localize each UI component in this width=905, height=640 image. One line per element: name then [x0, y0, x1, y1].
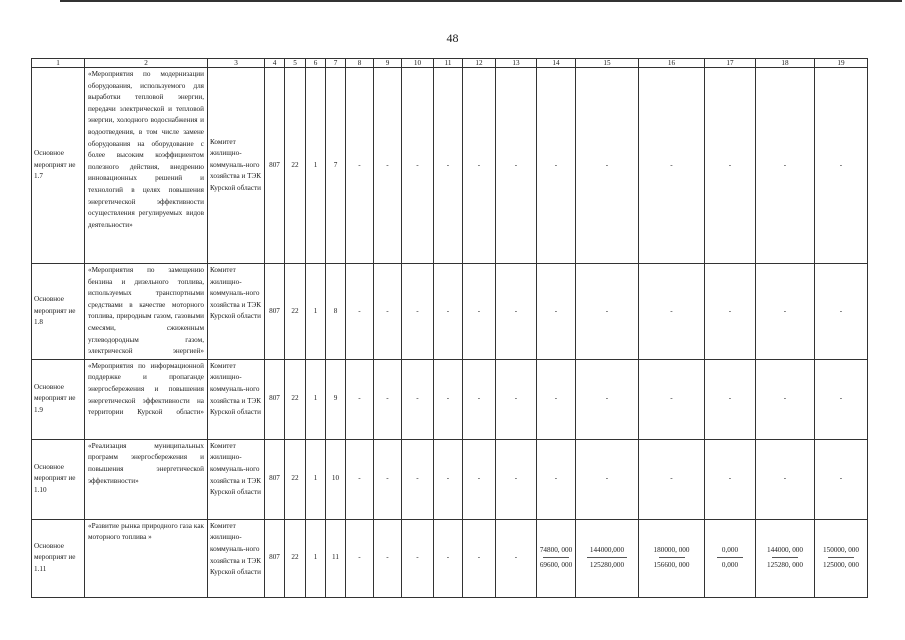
column-header: 18	[756, 59, 815, 68]
fraction	[767, 545, 803, 570]
value-cell: -	[576, 439, 639, 519]
fraction-bottom: 125280,000	[589, 560, 625, 569]
measure-name: Основное мероприят ие 1.10	[32, 439, 85, 519]
value-cell: -	[402, 264, 434, 360]
value-cell: -	[537, 68, 576, 264]
fraction-bar	[717, 557, 743, 558]
column-header: 11	[434, 59, 463, 68]
value-cell: -	[815, 68, 868, 264]
fraction-top: 180000, 000	[653, 545, 690, 554]
value-cell: -	[705, 359, 756, 439]
table-row	[32, 264, 868, 360]
column-header: 8	[346, 59, 374, 68]
value-cell: -	[402, 519, 434, 597]
value-cell: -	[705, 68, 756, 264]
measure-description: «Мероприятия по замещению бензина и дизельного топлива, используемых транспортными средствами в качестве моторного топлива, природным газом, газовыми смесями, сжиженным углеводородным газом, электрической энергией»	[85, 264, 208, 360]
value-cell: -	[639, 359, 705, 439]
value-cell: -	[463, 68, 496, 264]
code-cell: 22	[285, 264, 306, 360]
value-cell: -	[756, 359, 815, 439]
value-cell: -	[463, 264, 496, 360]
measure-description: «Мероприятия по информационной поддержке и пропаганде энергосбережения и повышения энергетической эффективности на территории Курской области»	[85, 359, 208, 439]
header-row	[32, 59, 868, 68]
value-cell: -	[576, 68, 639, 264]
value-cell: -	[463, 519, 496, 597]
value-cell: -	[537, 264, 576, 360]
code-cell: 1	[306, 439, 326, 519]
value-cell: -	[402, 359, 434, 439]
value-cell: -	[705, 264, 756, 360]
column-header: 16	[639, 59, 705, 68]
column-header: 5	[285, 59, 306, 68]
fraction-bottom: 69600, 000	[539, 560, 573, 569]
value-cell: -	[639, 68, 705, 264]
executor: Комитет жилищно-коммуналь-ного хозяйства и ТЭК Курской области	[208, 519, 265, 597]
code-cell: 1	[306, 359, 326, 439]
value-cell: -	[434, 439, 463, 519]
fraction-top: 74800, 000	[539, 545, 573, 554]
fraction-top: 144000, 000	[767, 545, 803, 554]
value-cell: -	[346, 359, 374, 439]
value-cell: -	[639, 439, 705, 519]
value-cell: -	[576, 264, 639, 360]
value-cell: -	[402, 439, 434, 519]
fraction-cell	[537, 519, 576, 597]
fraction	[540, 545, 572, 570]
column-header: 1	[32, 59, 85, 68]
value-cell: -	[496, 359, 537, 439]
value-cell: -	[434, 359, 463, 439]
column-header: 9	[374, 59, 402, 68]
value-cell: -	[346, 264, 374, 360]
executor: Комитет жилищно-коммуналь-ного хозяйства и ТЭК Курской области	[208, 439, 265, 519]
column-header: 10	[402, 59, 434, 68]
measure-name: Основное мероприят ие 1.7	[32, 68, 85, 264]
value-cell: -	[374, 359, 402, 439]
executor: Комитет жилищно-коммуналь-ного хозяйства и ТЭК Курской области	[208, 68, 265, 264]
fraction-bottom: 0,000	[721, 560, 739, 569]
fraction-top: 150000, 000	[823, 545, 859, 554]
column-header: 2	[85, 59, 208, 68]
top-rule	[60, 0, 902, 2]
code-cell: 11	[326, 519, 346, 597]
value-cell: -	[463, 359, 496, 439]
value-cell: -	[705, 439, 756, 519]
code-cell: 7	[326, 68, 346, 264]
fraction-bar	[828, 557, 854, 558]
fraction-cell	[576, 519, 639, 597]
value-cell: -	[576, 359, 639, 439]
column-header: 15	[576, 59, 639, 68]
value-cell: -	[346, 519, 374, 597]
code-cell: 1	[306, 519, 326, 597]
code-cell: 9	[326, 359, 346, 439]
value-cell: -	[815, 439, 868, 519]
fraction-cell	[639, 519, 705, 597]
value-cell: -	[756, 68, 815, 264]
value-cell: -	[756, 439, 815, 519]
value-cell: -	[463, 439, 496, 519]
value-cell: -	[537, 439, 576, 519]
fraction-bar	[587, 557, 627, 558]
fraction	[654, 545, 690, 570]
fraction-bottom: 125280, 000	[767, 560, 803, 569]
fraction	[823, 545, 859, 570]
table-row	[32, 439, 868, 519]
table-row	[32, 359, 868, 439]
fraction-cell	[756, 519, 815, 597]
measure-name: Основное мероприят ие 1.8	[32, 264, 85, 360]
page-number: 48	[446, 31, 459, 45]
measure-name: Основное мероприят ие 1.9	[32, 359, 85, 439]
fraction-bar	[772, 557, 798, 558]
column-header: 12	[463, 59, 496, 68]
value-cell: -	[756, 264, 815, 360]
column-header: 3	[208, 59, 265, 68]
value-cell: -	[537, 359, 576, 439]
column-header: 4	[265, 59, 285, 68]
code-cell: 22	[285, 68, 306, 264]
value-cell: -	[346, 68, 374, 264]
value-cell: -	[434, 519, 463, 597]
fraction-bottom: 125000, 000	[823, 560, 859, 569]
table-row	[32, 68, 868, 264]
code-cell: 1	[306, 264, 326, 360]
code-cell: 807	[265, 68, 285, 264]
code-cell: 22	[285, 439, 306, 519]
value-cell: -	[374, 264, 402, 360]
measure-name: Основное мероприят ие 1.11	[32, 519, 85, 597]
fraction-bottom: 156600, 000	[653, 560, 690, 569]
value-cell: -	[434, 264, 463, 360]
value-cell: -	[815, 359, 868, 439]
measure-description: «Реализация муниципальных программ энергосбережения и повышения энергетической эффективности»	[85, 439, 208, 519]
value-cell: -	[402, 68, 434, 264]
value-cell: -	[374, 519, 402, 597]
fraction-top: 0,000	[721, 545, 739, 554]
column-header: 6	[306, 59, 326, 68]
code-cell: 22	[285, 519, 306, 597]
code-cell: 22	[285, 359, 306, 439]
value-cell: -	[346, 439, 374, 519]
code-cell: 8	[326, 264, 346, 360]
fraction	[717, 545, 743, 570]
measure-description: «Развитие рынка природного газа как моторного топлива »	[85, 519, 208, 597]
fraction-cell	[705, 519, 756, 597]
code-cell: 807	[265, 359, 285, 439]
value-cell: -	[496, 68, 537, 264]
column-header: 19	[815, 59, 868, 68]
fraction-bar	[543, 557, 569, 558]
value-cell: -	[496, 519, 537, 597]
value-cell: -	[374, 439, 402, 519]
code-cell: 807	[265, 519, 285, 597]
executor: Комитет жилищно-коммуналь-ного хозяйства и ТЭК Курской области	[208, 359, 265, 439]
fraction	[587, 545, 627, 570]
code-cell: 10	[326, 439, 346, 519]
fraction-bar	[659, 557, 685, 558]
column-header: 17	[705, 59, 756, 68]
code-cell: 807	[265, 264, 285, 360]
code-cell: 1	[306, 68, 326, 264]
table-row	[32, 519, 868, 597]
code-cell: 807	[265, 439, 285, 519]
budget-table	[31, 58, 868, 598]
column-header: 13	[496, 59, 537, 68]
fraction-cell	[815, 519, 868, 597]
measure-description: «Мероприятия по модернизации оборудования, используемого для выработки тепловой энергии, передачи электрической и тепловой энергии, холодного водоснабжения и водоотведения, в том числе замене оборудования на оборудование с более высоким коэффициентом полезного действия, внедрению инновационных решений и технологий в целях повышения энергетической эффективности осуществления регулируемых видов деятельности»	[85, 68, 208, 264]
value-cell: -	[374, 68, 402, 264]
value-cell: -	[496, 439, 537, 519]
column-header: 14	[537, 59, 576, 68]
column-header: 7	[326, 59, 346, 68]
value-cell: -	[496, 264, 537, 360]
value-cell: -	[639, 264, 705, 360]
executor: Комитет жилищно-коммуналь-ного хозяйства и ТЭК Курской области	[208, 264, 265, 360]
value-cell: -	[815, 264, 868, 360]
value-cell: -	[434, 68, 463, 264]
fraction-top: 144000,000	[589, 545, 625, 554]
